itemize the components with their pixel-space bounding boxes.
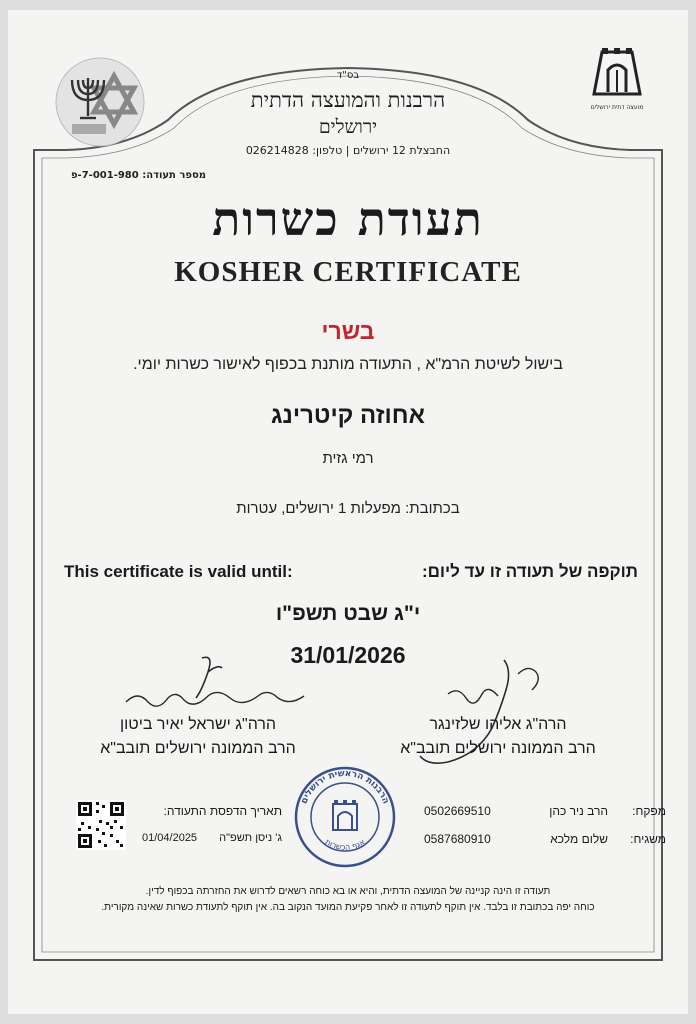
logo-caption: מועצה דתית ירושלים	[590, 104, 644, 111]
validity-date: 31/01/2026	[290, 642, 406, 668]
building-logo-icon	[580, 44, 654, 98]
business-owner: רמי גזית	[322, 450, 374, 467]
seal-bottom-text: אגף הכשרות	[323, 837, 367, 852]
org-city: ירושלים	[318, 116, 378, 138]
qr-code-icon	[76, 800, 126, 850]
certificate-number: מספר תעודה: 7-001-980-פ	[70, 170, 206, 181]
title-english: KOSHER CERTIFICATE	[174, 256, 522, 288]
svg-text:אגף הכשרות	[324, 837, 367, 852]
supervisor-name: שלום מלכא	[550, 832, 608, 846]
org-name: הרבנות והמועצה הדתית	[250, 88, 446, 112]
supervisor-phone: 0587680910	[424, 832, 491, 846]
left-signature	[118, 650, 338, 720]
council-logo	[580, 44, 654, 110]
svg-text:הרבנות הראשית ירושלים	[299, 769, 390, 806]
qr-code[interactable]	[76, 800, 126, 850]
business-address: בכתובת: מפעלות 1 ירושלים, עטרות	[236, 500, 460, 517]
left-signer-title: הרב הממונה ירושלים תובב"א	[100, 740, 296, 757]
title-hebrew: תעודת כשרות	[212, 192, 484, 246]
seal-ring-text: הרבנות הראשית ירושלים	[299, 768, 391, 806]
kosher-type: בשרי	[321, 318, 375, 344]
validity-label-he: תוקפה של תעודה זו עד ליום:	[421, 562, 638, 581]
supplier-phone: 0502669510	[424, 804, 491, 818]
supplier-name: הרב ניר כהן	[549, 804, 608, 818]
supervisor-label: משגיח:	[630, 832, 666, 846]
menorah-emblem	[52, 54, 148, 150]
footer-line-2: כוחה יפה בכתובת זו בלבד. אין תוקף לתעודה זו לאחר פקיעת המועד הנקוב בה. אין תוקף לתעודת כשרות שאינה מקורית.	[101, 902, 595, 913]
menorah-icon	[52, 54, 148, 150]
validity-label-en: This certificate is valid until:	[64, 562, 293, 581]
business-name: אחוזה קיטרינג	[271, 402, 425, 429]
right-signer-name: הרה"ג אליהו שלזינגר	[429, 716, 567, 733]
official-seal	[292, 764, 398, 870]
certificate-note: בישול לשיטת הרמ"א , התעודה מותנת בכפוף לאישור כשרות יומי.	[133, 356, 563, 373]
left-signer-name: הרה"ג ישראל יאיר ביטון	[119, 716, 277, 733]
certificate-paper	[8, 10, 688, 1014]
right-signer-title: הרב הממונה ירושלים תובב"א	[400, 740, 596, 757]
seal-icon	[292, 764, 398, 870]
validity-date-hebrew: י"ג שבט תשפ"ו	[275, 602, 421, 625]
org-contact: החבצלת 12 ירושלים | טלפון: 026214828	[245, 144, 451, 157]
print-date-label: תאריך הדפסת התעודה:	[163, 804, 282, 818]
right-signature	[408, 650, 608, 780]
bsd-mark: בס"ד	[336, 70, 360, 81]
footer-line-1: תעודה זו הינה קניינה של המועצה הדתית, והיא או בא כוחה רשאים לדרוש את החזרתה בכפוף לדין.	[145, 886, 551, 897]
supplier-label: מפקח:	[632, 804, 666, 818]
print-date: 01/04/2025	[142, 832, 198, 844]
print-date-hebrew: ג' ניסן תשפ"ה	[219, 832, 282, 844]
